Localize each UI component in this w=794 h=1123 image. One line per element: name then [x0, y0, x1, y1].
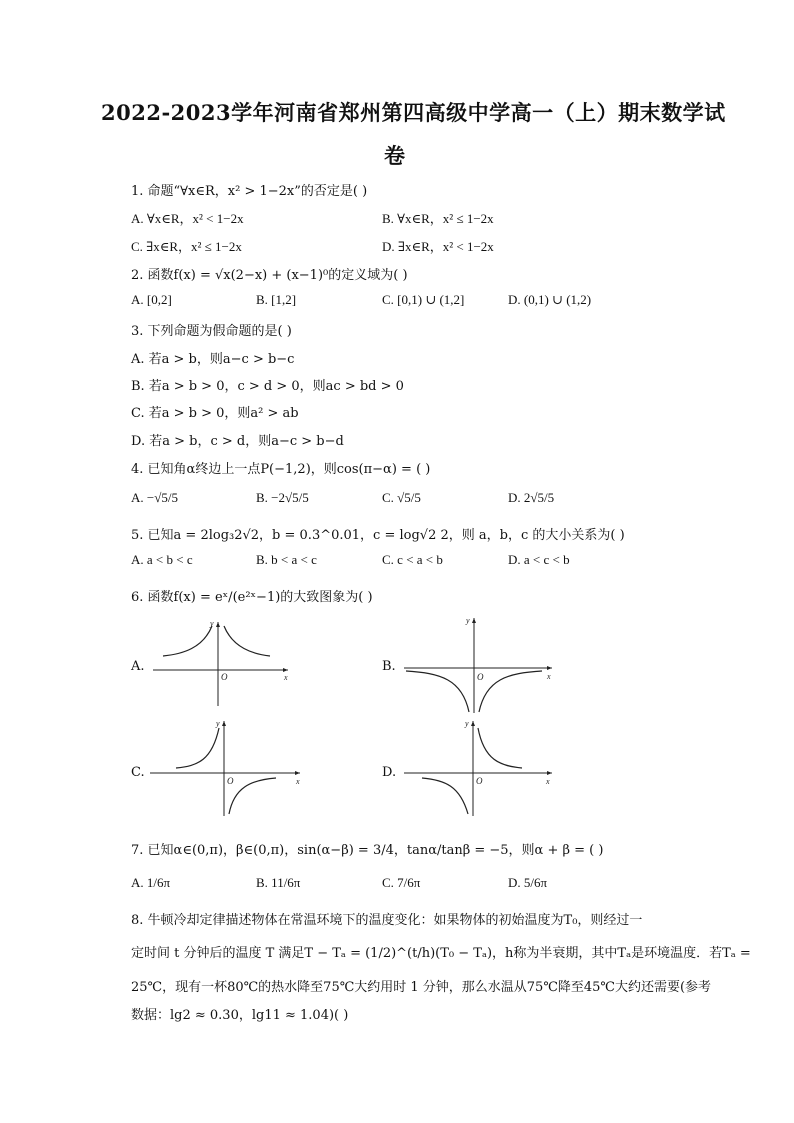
question-8-line1: 8. 牛顿冷却定律描述物体在常温环境下的温度变化：如果物体的初始温度为T₀，则经过一 — [131, 913, 643, 928]
graph-b-x-label: x — [547, 672, 551, 681]
question-3-stem: 3. 下列命题为假命题的是( ) — [131, 324, 292, 339]
question-4-stem: 4. 已知角α终边上一点P(−1,2)，则cos(π−α) = ( ) — [131, 462, 431, 477]
graph-c-left-branch — [176, 728, 219, 768]
graph-d-origin-label: O — [476, 776, 483, 786]
graph-c — [148, 718, 308, 818]
page-title-line2: 卷 — [384, 143, 406, 168]
graph-d-x-label: x — [546, 777, 550, 786]
page-title-line1: 2022-2023学年河南省郑州第四高级中学高一（上）期末数学试 — [101, 100, 726, 125]
question-3-option-c: C. 若a > b > 0，则a² > ab — [131, 406, 299, 421]
question-2-option-a: A. [0,2] — [131, 292, 172, 307]
graph-b — [400, 615, 560, 715]
question-3-option-a: A. 若a > b，则a−c > b−c — [131, 352, 295, 367]
question-1-stem: 1. 命题“∀x∈R，x² > 1−2x”的否定是( ) — [131, 184, 368, 199]
question-7-option-b: B. 11/6π — [256, 875, 301, 890]
question-5-option-d: D. a < c < b — [508, 552, 570, 567]
question-6-option-c: C. — [131, 765, 145, 780]
question-2-option-b: B. [1,2] — [256, 292, 297, 307]
graph-b-y-label: y — [466, 616, 470, 625]
graph-c-x-label: x — [296, 777, 300, 786]
graph-d — [400, 718, 560, 818]
question-8-line2: 定时间 t 分钟后的温度 T 满足T − Tₐ = (1/2)^(t/h)(T₀ − Tₐ)，h称为半衰期，其中Tₐ是环境温度．若Tₐ = — [131, 946, 751, 961]
graph-a-left-branch — [163, 626, 212, 656]
question-8-line4: 数据：lg2 ≈ 0.30，lg11 ≈ 1.04)( ) — [131, 1008, 349, 1023]
graph-a-origin-label: O — [221, 672, 228, 682]
question-4-option-c: C. √5/5 — [382, 490, 421, 505]
question-7-stem: 7. 已知α∈(0,π)，β∈(0,π)，sin(α−β) = 3/4，tanα/tanβ = −5，则α + β = ( ) — [131, 843, 604, 858]
graph-c-right-branch — [229, 778, 276, 814]
question-4-option-d: D. 2√5/5 — [508, 490, 555, 505]
graph-c-y-label: y — [216, 719, 220, 728]
question-4-option-b: B. −2√5/5 — [256, 490, 309, 505]
question-6-option-b: B. — [382, 659, 396, 674]
question-7-option-d: D. 5/6π — [508, 875, 548, 890]
question-7-option-a: A. 1/6π — [131, 875, 171, 890]
question-1-option-b: B. ∀x∈R，x² ≤ 1−2x — [382, 211, 494, 226]
question-5-option-c: C. c < a < b — [382, 552, 443, 567]
graph-a-right-branch — [224, 626, 270, 656]
question-5-option-a: A. a < b < c — [131, 552, 193, 567]
graph-d-right-branch — [478, 728, 522, 768]
question-8-line3: 25℃，现有一杯80℃的热水降至75℃大约用时 1 分钟，那么水温从75℃降至45℃大约还需要(参考 — [131, 980, 712, 995]
graph-a — [148, 618, 298, 710]
graph-a-x-label: x — [284, 673, 288, 682]
question-5-stem: 5. 已知a = 2log₃2√2，b = 0.3^0.01，c = log√2 2，则 a，b，c 的大小关系为( ) — [131, 528, 625, 543]
question-4-option-a: A. −√5/5 — [131, 490, 178, 505]
question-6-option-a: A. — [131, 659, 145, 674]
graph-c-origin-label: O — [227, 776, 234, 786]
question-7-option-c: C. 7/6π — [382, 875, 421, 890]
graph-b-origin-label: O — [477, 672, 484, 682]
question-1-option-c: C. ∃x∈R，x² ≤ 1−2x — [131, 239, 242, 254]
question-3-option-d: D. 若a > b，c > d，则a−c > b−d — [131, 434, 344, 449]
question-1-option-a: A. ∀x∈R，x² < 1−2x — [131, 211, 244, 226]
graph-d-y-label: y — [465, 719, 469, 728]
graph-b-left-branch — [406, 671, 469, 712]
question-6-option-d: D. — [382, 765, 397, 780]
graph-a-y-label: y — [210, 619, 214, 628]
graph-d-left-branch — [422, 778, 468, 814]
question-2-option-c: C. [0,1) ∪ (1,2] — [382, 292, 465, 307]
question-2-option-d: D. (0,1) ∪ (1,2) — [508, 292, 592, 307]
question-5-option-b: B. b < a < c — [256, 552, 317, 567]
graph-b-right-branch — [479, 671, 542, 712]
question-6-stem: 6. 函数f(x) = eˣ/(e²ˣ−1)的大致图象为( ) — [131, 590, 373, 605]
question-3-option-b: B. 若a > b > 0，c > d > 0，则ac > bd > 0 — [131, 379, 404, 394]
question-1-option-d: D. ∃x∈R，x² < 1−2x — [382, 239, 494, 254]
question-2-stem: 2. 函数f(x) = √x(2−x) + (x−1)⁰的定义域为( ) — [131, 268, 408, 283]
